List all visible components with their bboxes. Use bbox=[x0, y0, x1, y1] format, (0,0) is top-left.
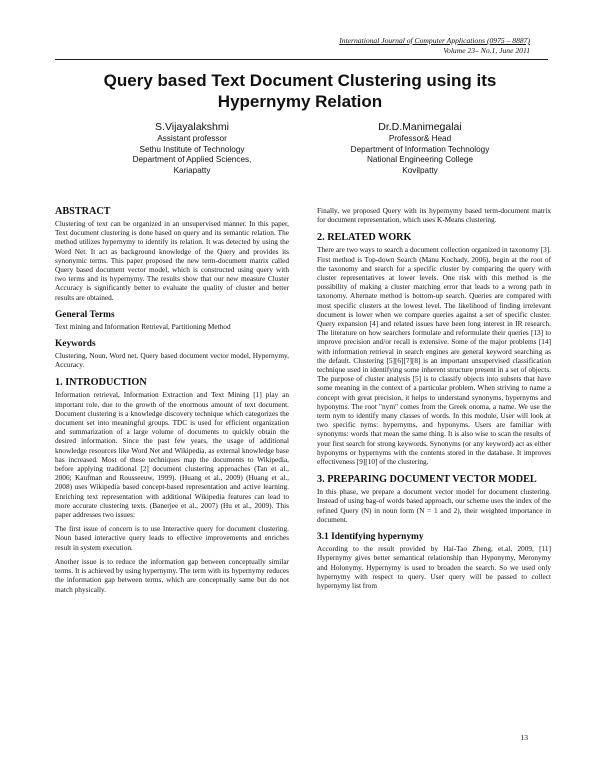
title-line-1: Query based Text Document Clustering using its bbox=[103, 71, 497, 90]
journal-header bbox=[339, 36, 530, 56]
author-affiliation-line: Sethu Institute of Technology bbox=[139, 144, 245, 154]
introduction-paragraph: The first issue of concern is to use Interactive query for document clustering. Noun based interactive query leads to effective improvements and enriches result in system execution. bbox=[55, 524, 289, 552]
journal-volume: Volume 23– No.1, June 2011 bbox=[443, 46, 530, 55]
journal-name: International Journal of Computer Applications (0975 – 8887) bbox=[339, 36, 530, 45]
keywords-heading: Keywords bbox=[55, 339, 96, 350]
title-line-2: Hypernymy Relation bbox=[217, 92, 383, 111]
identifying-heading: 3.1 Identifying hypernymy bbox=[317, 532, 424, 543]
author-affiliation-line: Kariapatty bbox=[173, 165, 211, 175]
introduction-paragraph: Another issue is to reduce the information gap between conceptually similar terms. It is achieved by using hypernymy. The term with its hypernymy reduces the information gap between terms, which are conceptually same but do not match physically. bbox=[55, 556, 289, 594]
identifying-text: According to the result provided by Hai-Tao Zheng, et.al, 2009, [11] Hypernymy gives better semantical relationship than Hyponymy, Meronymy and Holonymy. Hypernymy is used to broaden the search. So we used only hypernymy with respect to query. User query will be passed to collect hypernymy list from bbox=[317, 544, 551, 590]
abstract-heading: ABSTRACT bbox=[55, 206, 111, 217]
paper-title bbox=[40, 70, 560, 112]
preparing-heading: 3. PREPARING DOCUMENT VECTOR MODEL bbox=[317, 474, 537, 486]
author-affiliation-line: Department of Information Technology bbox=[350, 144, 490, 154]
related-work-text: There are two ways to search a document collection organized in taxonomy [3]. First method is Top-down Search (Manu Kochady, 2006), begin at the root of the taxonomy and search for a specific cluster by comparing the query with cluster representatives at lower levels. One risk with this method is the possibility of making a cluster matching error that leads to a wrong path in taxonomy. Alternate method is bottom-up search. Queries are compared with most specific clusters at the lowest level. The likelihood of finding irrelevant document is lower when we compare queries against a set of specific cluster. Query expansion [4] and related issues have been long interest in IR research. The literature on how searchers formulate and reformulate their queries [13] to improve precision and/or recall is extensive. Some of the major problems [14] with information retrieval in search engines are general keyword searching as the default. Clustering [5][6][7][8] is an important unsupervised classification technique used in identifying some inherent structure present in a set of objects. The purpose of cluster analysis [5] is to classify objects into subsets that have some meaning in the context of a particular problem. When striving to name a concept with great precision, it helps to understand synonyms, hypernyms and hyponyms. The root "nym" comes from the Greek onoma, a name. We use the term nym to identify many classes of words. In this module, User will look at two specific nyms: hypernyms, and hyponyms. Users are familiar with synonyms: words that mean the same thing. It is also wise to scan the results of your first search for strong keywords. Synonyms (or any keyword) act as either hyponyms or hypernyms with the contents stored in the database. It improves effectiveness [9][10] of the clustering. bbox=[317, 245, 551, 467]
author-block-1 bbox=[72, 121, 312, 176]
author-affiliation-line: Assistant professor bbox=[157, 134, 227, 143]
author-affiliation-line: Professor& Head bbox=[388, 134, 452, 143]
general-terms-heading: General Terms bbox=[55, 309, 115, 320]
author-affiliation-line: National Engineering College bbox=[366, 155, 474, 165]
abstract-text: Clustering of text can be organized in an unsupervised manner. In this paper, Text document clustering is done based on query and its semantic relation. The method utilizes hypernymy to identify its relation. It was detected by using the Word Net. It act as background knowledge of the Query and provides its synonymic terms. This paper proposed the new term-document matrix called Query based document vector model, which is constructed using query with two terms and its hypernymy. The results show that our new measure Cluster Accuracy is significantly better to evaluate the quality of cluster and better results are obtained. bbox=[55, 219, 289, 302]
introduction-heading: 1. INTRODUCTION bbox=[55, 377, 147, 389]
author-name: S.Vijayalakshmi bbox=[155, 121, 229, 133]
keywords-text: Clustering, Noun, Word net, Query based document vector model, Hypernymy, Accuracy. bbox=[55, 351, 289, 370]
general-terms-text: Text mining and Information Retrieval, Partitioning Method bbox=[55, 321, 231, 331]
related-work-heading: 2. RELATED WORK bbox=[317, 232, 412, 244]
author-name: Dr.D.Manimegalai bbox=[378, 121, 462, 133]
left-column bbox=[55, 206, 289, 594]
preparing-text: In this phase, we prepare a document vector model for document clustering. Instead of using bag-of words based approach, our scheme uses the index of the refined Query (N) in noun form (N = 1 and 2), their weighted importance in document. bbox=[317, 487, 551, 524]
author-affiliation-line: Kovilpatty bbox=[402, 165, 438, 175]
author-affiliation-line: Department of Applied Sciences, bbox=[132, 155, 252, 165]
right-column bbox=[317, 206, 551, 590]
intro-continuation-paragraph: Finally, we proposed Query with its hypernymy based term-document matrix for document representation, which uses K-Means clustering. bbox=[317, 206, 551, 225]
introduction-paragraph: Information retrieval, Information Extraction and Text Mining [1] play an important role, due to the growth of the enormous amount of text document. Document clustering is a knowledge discovery technique which categorizes the document set into meaningful groups. TDC is used for efficient organization and summarization of a large volume of documents to quickly obtain the desired information. Since the past few years, the usage of additional knowledge resources like Word Net and Wikipedia, as external knowledge base has increased. Most of these techniques map the documents to Wikipedia, before applying traditional [2] document clustering approaches (Tan et al., 2006; Kaufman and Rousseeuw, 1999). (Huang et al., 2009) (Huang et al., 2008) uses Wikipedia based concept-based representation and active learning. Enriching text representation with additional Wikipedia features can lead to more accurate clustering texts. (Banerjee et al., 2007) (Hu et al., 2009). This paper addresses two issues: bbox=[55, 390, 289, 520]
author-block-2 bbox=[300, 121, 540, 176]
page-number: 13 bbox=[520, 733, 528, 742]
header-rule bbox=[55, 59, 548, 60]
